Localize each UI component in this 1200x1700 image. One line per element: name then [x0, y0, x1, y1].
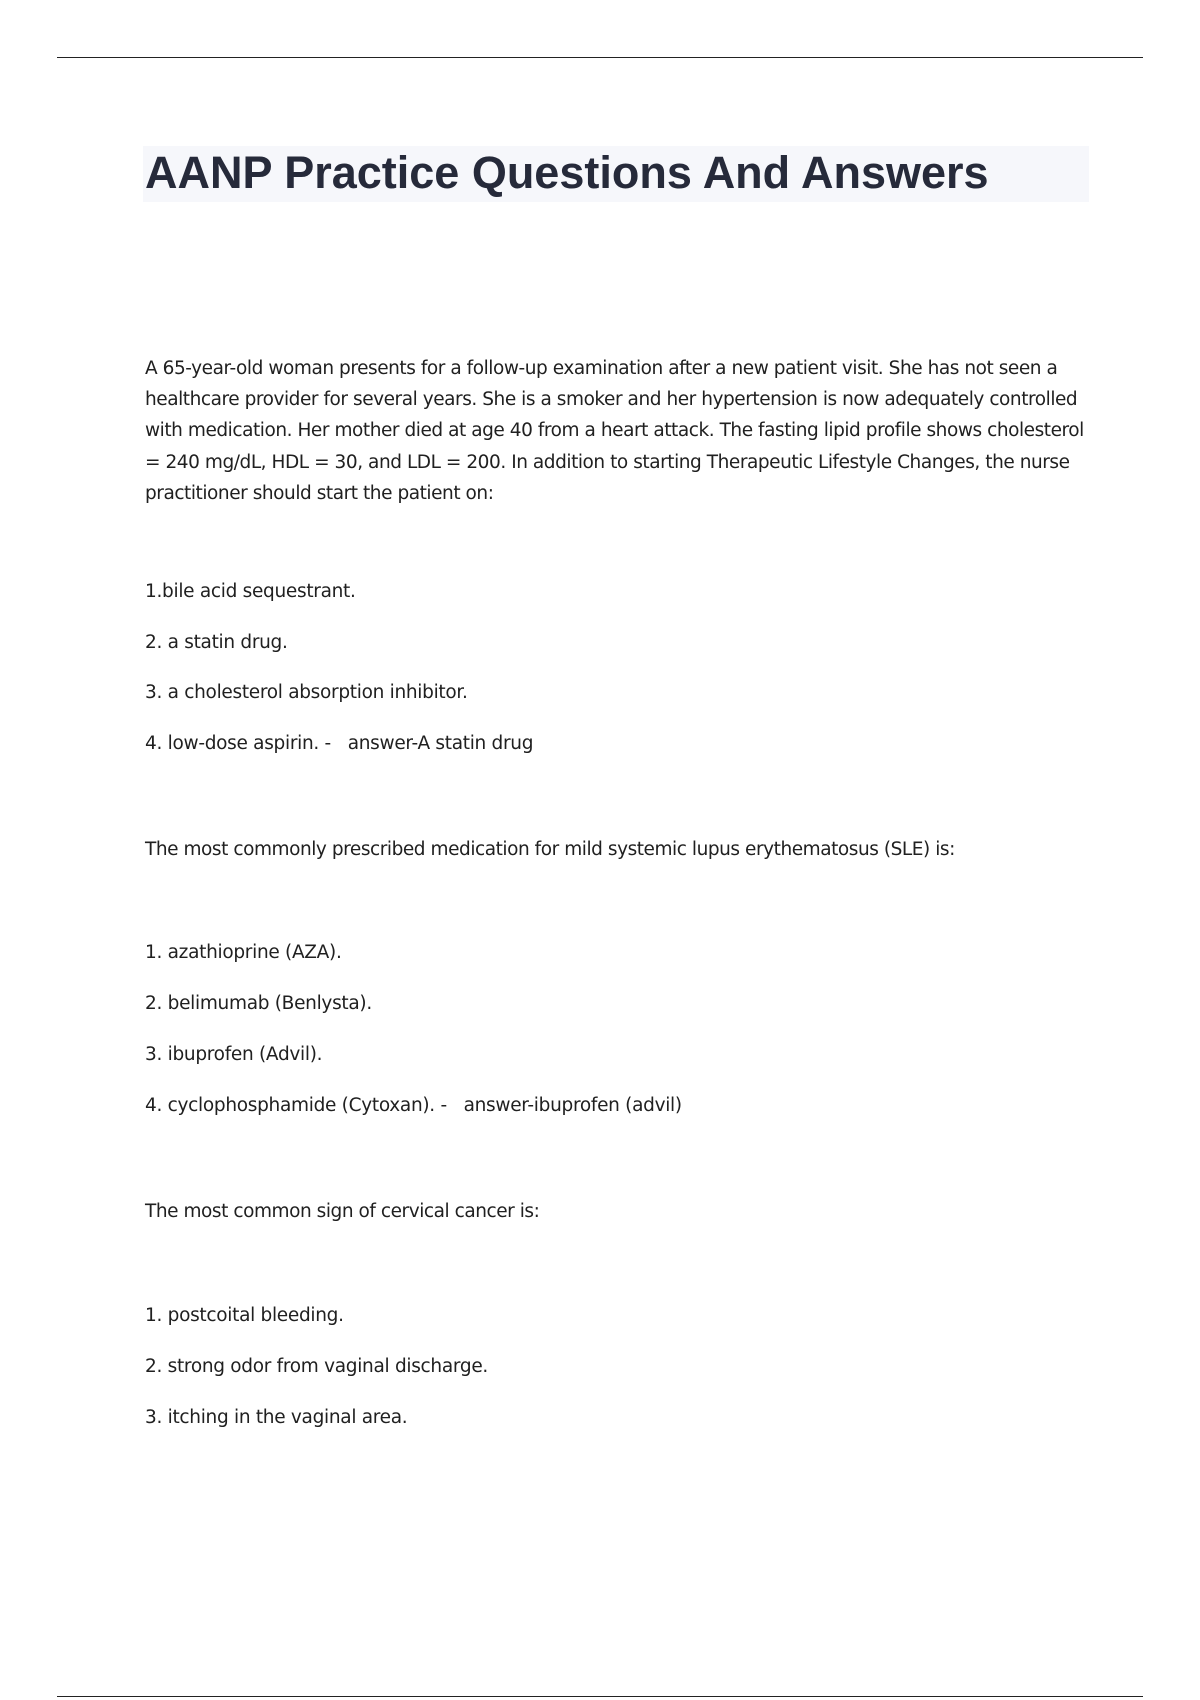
option-item: 2. a statin drug.: [145, 631, 288, 653]
option-item-with-answer: [145, 731, 1085, 757]
answer-text: answer-ibuprofen (advil): [463, 1094, 682, 1116]
question-block: [145, 834, 1085, 1119]
option-list: [145, 940, 1085, 1119]
option-item: 3. itching in the vaginal area.: [145, 1406, 408, 1428]
document-title: AANP Practice Questions And Answers: [145, 147, 989, 198]
option-item: 2. belimumab (Benlysta).: [145, 992, 372, 1014]
option-item: 3. a cholesterol absorption inhibitor.: [145, 682, 468, 704]
top-divider: [57, 57, 1143, 58]
option-list: [145, 1303, 1085, 1431]
bottom-divider: [57, 1696, 1143, 1697]
option-text: 4. cyclophosphamide (Cytoxan). -: [145, 1094, 447, 1116]
question-text: A 65-year-old woman presents for a follow-up examination after a new patient visit. She has not seen a healthcare provider for several years. She is a smoker and her hypertension is now adequately controlled with medication. Her mother died at age 40 from a heart attack. The fasting lipid profile shows cholesterol = 240 mg/dL, HDL = 30, and LDL = 200. In addition to starting Therapeutic Lifestyle Changes, the nurse practitioner should start the patient on:: [145, 358, 1084, 504]
question-text: The most commonly prescribed medication for mild systemic lupus erythematosus (SLE) is:: [145, 838, 955, 860]
question-block: [145, 353, 1085, 757]
question-block: [145, 1196, 1085, 1431]
option-item: 3. ibuprofen (Advil).: [145, 1043, 323, 1065]
question-list: [145, 353, 1085, 1431]
option-item: 2. strong odor from vaginal discharge.: [145, 1355, 488, 1377]
option-item: 1.bile acid sequestrant.: [145, 581, 356, 603]
option-item: 1. azathioprine (AZA).: [145, 941, 342, 963]
option-item: 1. postcoital bleeding.: [145, 1304, 344, 1326]
question-text: The most common sign of cervical cancer is:: [145, 1200, 540, 1222]
option-list: [145, 579, 1085, 757]
option-item-with-answer: [145, 1093, 1085, 1119]
answer-text: answer-A statin drug: [347, 732, 534, 754]
option-text: 4. low-dose aspirin. -: [145, 732, 331, 754]
